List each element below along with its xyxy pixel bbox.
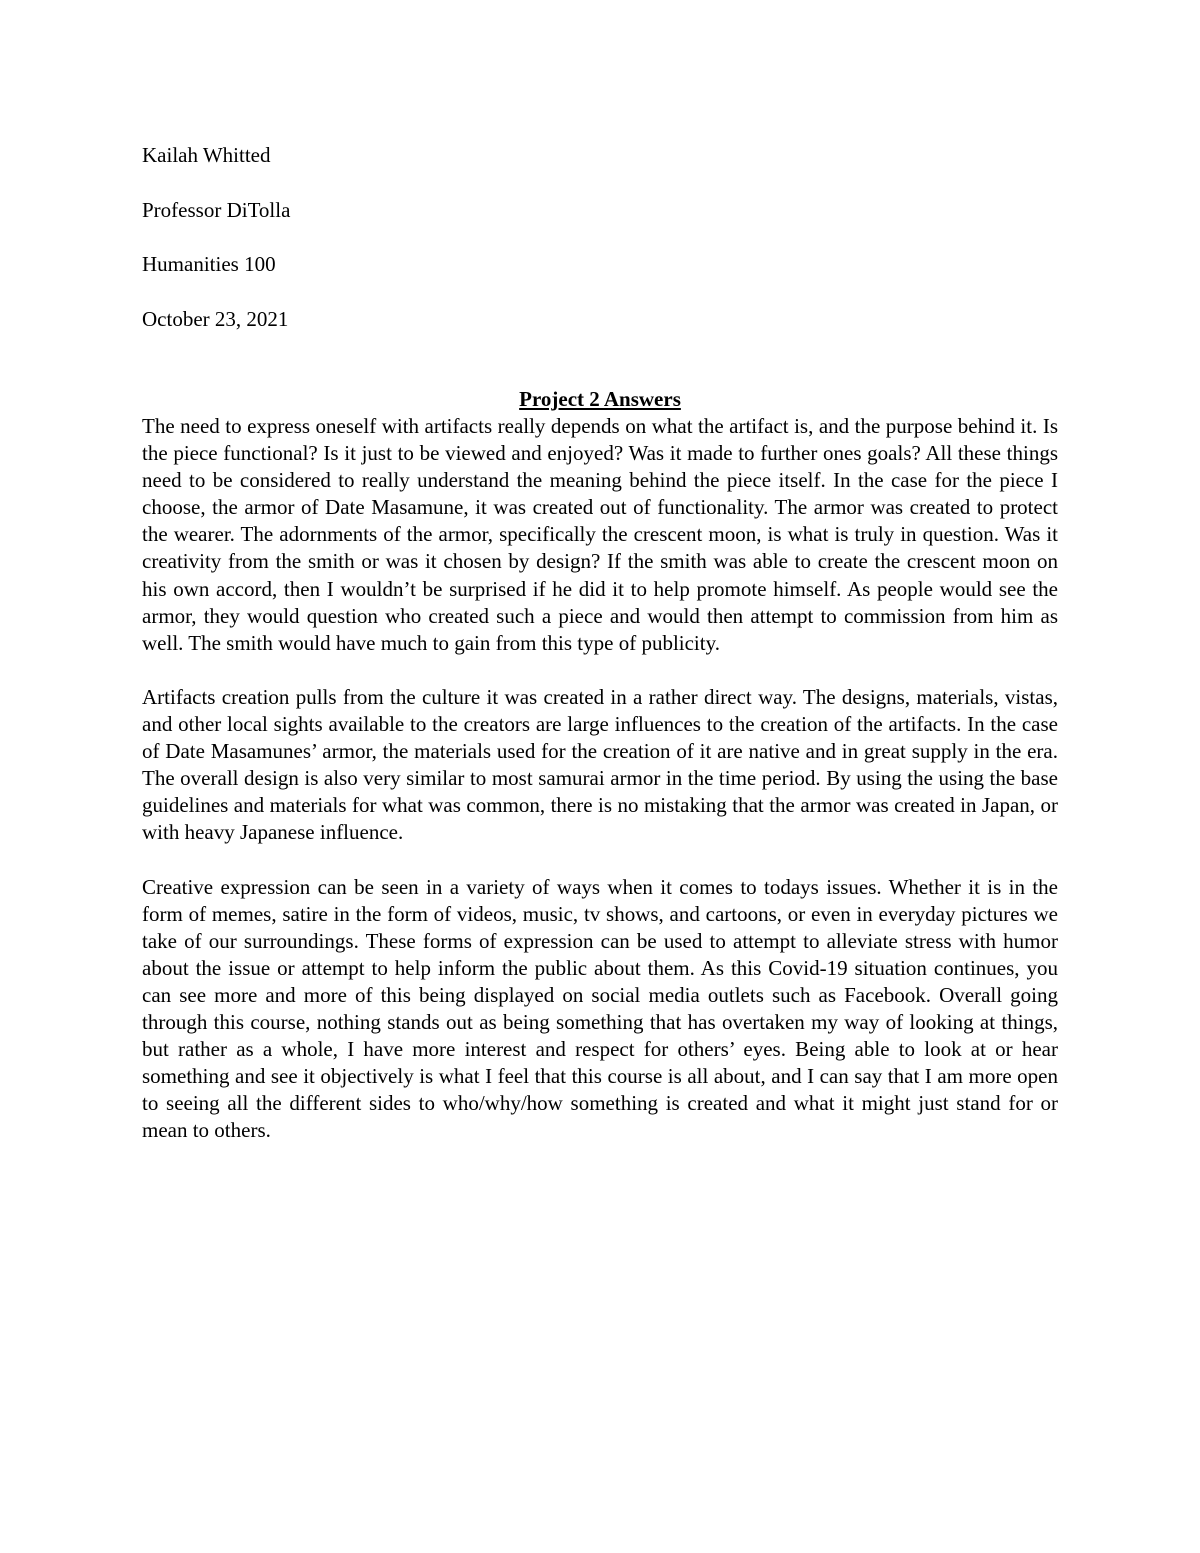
paragraph-2: Artifacts creation pulls from the culture it was created in a rather direct way. The designs, materials, vistas, and other local sights available to the creators are large influences to the creation of the artifacts. In the case of Date Masamunes’ armor, the materials used for the creation of it are native and in great supply in the era. The overall design is also very similar to most samurai armor in the time period. By using the using the base guidelines and materials for what was common, there is no mistaking that the armor was created in Japan, or with heavy Japanese influence. [142,684,1058,845]
paragraph-3: Creative expression can be seen in a variety of ways when it comes to todays issues. Whether it is in the form of memes, satire in the form of videos, music, tv shows, and cartoons, or even in everyday pictures we take of our surroundings. These forms of expression can be used to attempt to alleviate stress with humor about the issue or attempt to help inform the public about them. As this Covid-19 situation continues, you can see more and more of this being displayed on social media outlets such as Facebook. Overall going through this course, nothing stands out as being something that has overtaken my way of looking at things, but rather as a whole, I have more interest and respect for others’ eyes. Being able to look at or hear something and see it objectively is what I feel that this course is all about, and I can say that I am more open to seeing all the different sides to who/why/how something is created and what it might just stand for or mean to others. [142,874,1058,1143]
student-name: Kailah Whitted [142,143,271,167]
document-body [142,413,1058,1172]
course-name: Humanities 100 [142,252,276,276]
professor-name: Professor DiTolla [142,198,291,222]
paragraph-1: The need to express oneself with artifacts really depends on what the artifact is, and the purpose behind it. Is the piece functional? Is it just to be viewed and enjoyed? Was it made to further ones goals? All these things need to be considered to really understand the meaning behind the piece itself. In the case for the piece I choose, the armor of Date Masamune, it was created out of functionality. The armor was created to protect the wearer. The adornments of the armor, specifically the crescent moon, is what is truly in question. Was it creativity from the smith or was it chosen by design? If the smith was able to create the crescent moon on his own accord, then I wouldn’t be surprised if he did it to help promote himself. As people would see the armor, they would question who created such a piece and would then attempt to commission from him as well. The smith would have much to gain from this type of publicity. [142,414,1058,655]
document-date: October 23, 2021 [142,307,289,331]
document-title: Project 2 Answers [519,387,681,411]
